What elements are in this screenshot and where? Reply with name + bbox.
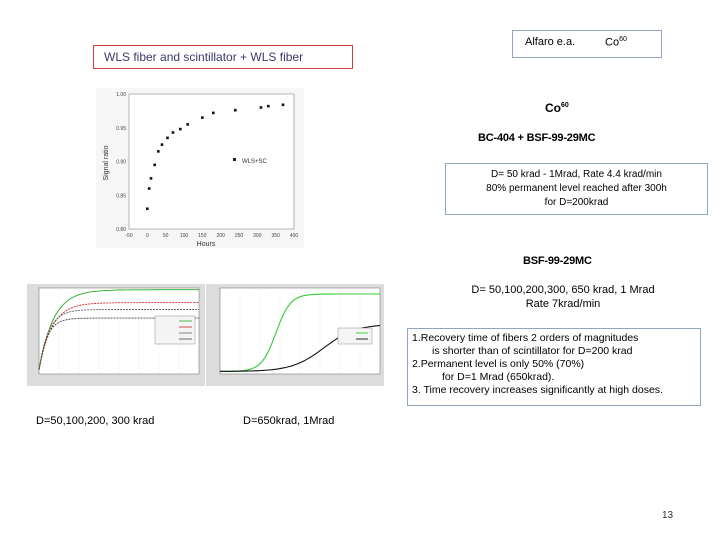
chart1-data-point xyxy=(172,131,175,134)
dose-info-1-line3: for D=200krad xyxy=(544,197,609,208)
signal-ratio-scatter-chart xyxy=(96,88,304,248)
chart1-data-point xyxy=(234,109,237,112)
dose-info-2-line2: Rate 7krad/min xyxy=(525,298,601,310)
chart1-data-point xyxy=(161,143,164,146)
dose-info-1-line1: D= 50 krad - 1Mrad, Rate 4.4 krad/min xyxy=(491,169,662,180)
chart1-y-tick-label: 1.00 xyxy=(116,92,126,98)
chart1-x-tick-label: 50 xyxy=(162,233,169,239)
dose-recovery-chart-left xyxy=(27,284,205,386)
dose-info-box-2 xyxy=(445,283,681,319)
chart1-data-point xyxy=(186,123,189,126)
conclusion-1: 1.Recovery time of fibers 2 orders of magnitudes xyxy=(412,332,639,344)
slide-title: WLS fiber and scintillator + WLS fiber xyxy=(104,50,304,64)
conclusion-3: 3. Time recovery increases significantly at high doses. xyxy=(412,384,663,396)
chart1-data-point xyxy=(157,150,160,153)
chart1-data-point xyxy=(146,207,149,210)
chart1-data-point xyxy=(150,177,153,180)
chart1-data-point xyxy=(179,128,182,131)
chart1-data-point xyxy=(212,112,215,115)
chart1-data-point xyxy=(267,105,270,108)
conclusion-2: 2.Permanent level is only 50% (70%) xyxy=(412,358,585,370)
caption-left: D=50,100,200, 300 krad xyxy=(36,415,155,427)
chart1-x-tick-label: 300 xyxy=(253,233,262,239)
chart1-y-axis-label: Signal ratio xyxy=(103,145,110,181)
chart1-data-point xyxy=(201,116,204,119)
sample-label-top: BC-404 + BSF-99-29MC xyxy=(478,132,596,144)
chart1-legend-marker xyxy=(233,158,236,161)
chart1-x-tick-label: 100 xyxy=(179,233,189,239)
chart1-y-tick-label: 0.85 xyxy=(116,193,126,200)
author-box xyxy=(512,30,662,58)
chart1-x-tick-label: 200 xyxy=(216,233,225,239)
author-isotope: Co$^{60}$ xyxy=(605,36,627,49)
page-number: 13 xyxy=(662,510,674,521)
chart1-y-tick-label: 0.95 xyxy=(116,125,126,132)
chart2-legend-box xyxy=(155,316,195,344)
chart1-data-point xyxy=(148,187,151,190)
slide-title-box xyxy=(93,45,353,69)
chart1-x-tick-label: 350 xyxy=(271,233,280,239)
conclusions-box xyxy=(407,328,701,406)
chart1-x-tick-label: 0 xyxy=(145,233,149,239)
dose-info-2-line1: D= 50,100,200,300, 650 krad, 1 Mrad xyxy=(471,284,655,296)
chart1-data-point xyxy=(166,137,169,140)
chart1-x-tick-label: 250 xyxy=(234,233,244,239)
dose-recovery-chart-right xyxy=(206,284,384,386)
chart1-plot-area xyxy=(129,94,294,229)
author-name: Alfaro e.a. xyxy=(525,36,576,48)
co60-label: Co$^{60}$ xyxy=(545,101,569,115)
chart1-y-tick-label: 0.80 xyxy=(116,227,126,233)
sample-label-mid: BSF-99-29MC xyxy=(523,255,592,267)
chart1-y-tick-label: 0.90 xyxy=(116,159,126,166)
chart1-data-point xyxy=(260,106,263,109)
chart1-data-point xyxy=(153,164,156,167)
chart1-legend-label: WLS+SC xyxy=(242,159,267,165)
chart1-x-tick-label: 150 xyxy=(198,233,207,239)
chart1-x-tick-label: 400 xyxy=(289,233,299,239)
conclusion-1-cont: is shorter than of scintillator for D=200 krad xyxy=(432,345,633,357)
dose-info-1-line2: 80% permanent level reached after 300h xyxy=(486,183,667,194)
chart1-x-tick-label: -50 xyxy=(125,233,133,239)
conclusion-2-cont: for D=1 Mrad (650krad). xyxy=(442,371,555,383)
dose-info-box-1 xyxy=(445,163,708,215)
chart1-x-axis-label: Hours xyxy=(196,241,216,248)
chart1-data-point xyxy=(282,104,285,107)
chart3-legend-box xyxy=(338,328,372,344)
caption-right: D=650krad, 1Mrad xyxy=(243,415,335,427)
